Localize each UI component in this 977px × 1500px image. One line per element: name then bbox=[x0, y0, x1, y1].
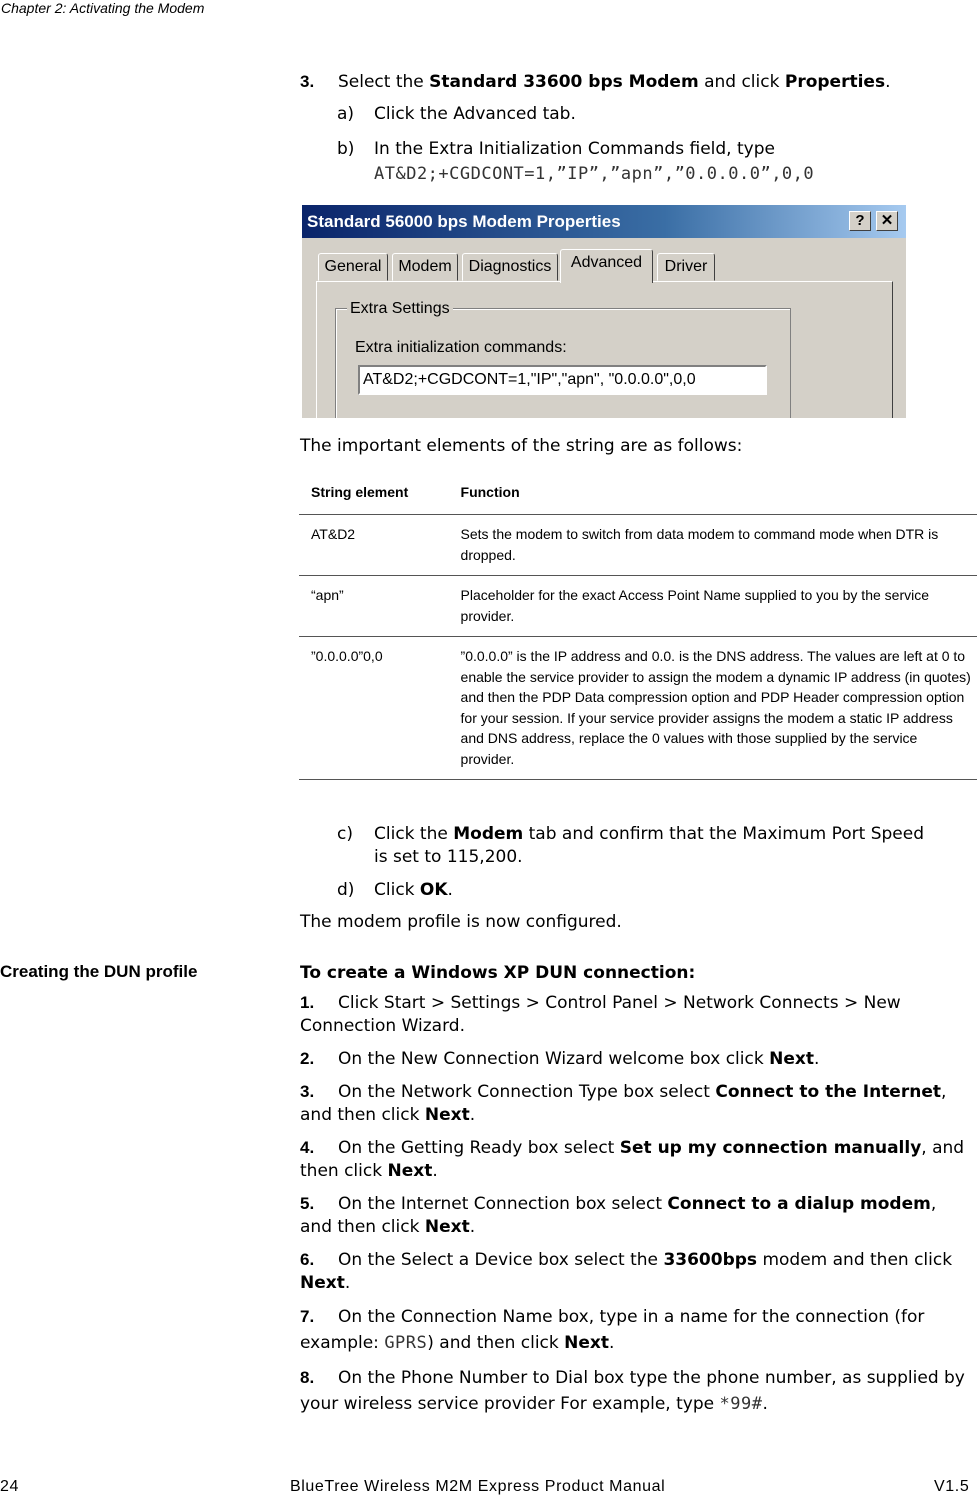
procedure-step bbox=[300, 1080, 970, 1127]
step-bold-text: Next bbox=[424, 1217, 470, 1237]
step-bold-text: Next bbox=[564, 1333, 610, 1353]
step-bold-text: 33600bps bbox=[663, 1250, 758, 1270]
dialog-titlebar bbox=[302, 205, 906, 238]
step-text: . bbox=[609, 1333, 615, 1353]
chapter-header: Chapter 2: Activating the Modem bbox=[1, 0, 205, 16]
step-text: , and then click bbox=[300, 1138, 965, 1181]
close-button[interactable]: ✕ bbox=[876, 211, 898, 231]
procedure-title: To create a Windows XP DUN connection: bbox=[300, 963, 696, 983]
step-text: ) and then click bbox=[427, 1333, 565, 1353]
step-bold-text: Next bbox=[387, 1161, 433, 1181]
element-cell: AT&D2 bbox=[299, 515, 461, 576]
step-text: . bbox=[469, 1105, 476, 1125]
footer-title: BlueTree Wireless M2M Express Product Manual bbox=[290, 1478, 666, 1495]
modem-properties-dialog bbox=[300, 204, 906, 418]
table-row bbox=[299, 576, 977, 637]
step-bold-text: Connect to a dialup modem bbox=[667, 1194, 931, 1214]
tab-advanced[interactable]: Advanced bbox=[560, 249, 653, 283]
column-header: Function bbox=[460, 484, 520, 500]
procedure-step bbox=[300, 991, 970, 1038]
element-cell: “apn” bbox=[299, 576, 461, 637]
procedure-steps bbox=[300, 991, 970, 1417]
step-text: On the New Connection Wizard welcome box click bbox=[338, 1049, 770, 1069]
step-number: 5. bbox=[300, 1194, 315, 1213]
section-heading: Creating the DUN profile bbox=[0, 962, 198, 981]
help-button[interactable]: ? bbox=[849, 211, 871, 231]
step-text: . bbox=[813, 1049, 820, 1069]
step-number: 1. bbox=[300, 993, 315, 1012]
step-code-text: *99# bbox=[719, 1394, 763, 1414]
step-number: 7. bbox=[300, 1307, 315, 1326]
table-row bbox=[299, 515, 977, 576]
table-intro: The important elements of the string are as follows: bbox=[300, 436, 743, 456]
tab-modem[interactable]: Modem bbox=[392, 253, 458, 281]
footer-version: V1.5 bbox=[934, 1478, 970, 1495]
extra-init-input[interactable]: AT&D2;+CGDCONT=1,"IP","apn", "0.0.0.0",0,0 bbox=[358, 365, 767, 395]
step-bold-text: Connect to the Internet bbox=[715, 1082, 941, 1102]
function-cell: Placeholder for the exact Access Point Name supplied to you by the service provider. bbox=[461, 576, 977, 637]
procedure-step bbox=[300, 1047, 970, 1071]
step-text: . bbox=[432, 1161, 438, 1181]
string-elements-table bbox=[299, 470, 977, 780]
substep-c: c) Click the Modem tab and confirm that the Maximum Port Speed is set to 115,200. bbox=[337, 824, 924, 867]
function-cell: Sets the modem to switch from data modem to command mode when DTR is dropped. bbox=[461, 515, 977, 576]
procedure-step bbox=[300, 1304, 970, 1356]
step-number: 6. bbox=[300, 1250, 315, 1269]
function-cell: ”0.0.0.0” is the IP address and 0.0. is the DNS address. The values are left at 0 to enable the service provider to assign the modem a dynamic IP address (in quotes) and then the PDP Data compression option and PDP Header compression option for your session. If your service provider assigns the modem a static IP address and DNS address, replace the 0 values with those supplied by the service provider. bbox=[461, 637, 977, 780]
substep-b: b) In the Extra Initialization Commands field, type bbox=[337, 139, 775, 159]
tab-general[interactable]: General bbox=[318, 253, 388, 281]
table-header-row bbox=[299, 470, 977, 515]
tab-driver[interactable]: Driver bbox=[657, 253, 715, 281]
extra-settings-label: Extra Settings bbox=[347, 300, 453, 318]
step-text: . bbox=[344, 1273, 351, 1293]
column-header: String element bbox=[311, 484, 409, 500]
step-number: 2. bbox=[300, 1049, 315, 1068]
step-code-text: GPRS bbox=[384, 1333, 428, 1353]
step-number: 8. bbox=[300, 1368, 315, 1387]
step-bold-text: Next bbox=[769, 1049, 814, 1069]
step-bold-text: Next bbox=[300, 1273, 345, 1293]
procedure-step bbox=[300, 1365, 970, 1417]
step-text: , and then click bbox=[300, 1194, 937, 1237]
step-text: , and then click bbox=[300, 1082, 947, 1125]
extra-settings-group bbox=[335, 308, 791, 418]
step-3: 3. Select the Standard 33600 bps Modem and click Properties. bbox=[300, 72, 891, 92]
step-bold-text: Next bbox=[424, 1105, 470, 1125]
step-text: On the Connection Name box, type in a name for the connection (for example: bbox=[300, 1307, 925, 1353]
substep-d: d) Click OK. bbox=[337, 880, 453, 900]
step-text: On the Getting Ready box select bbox=[338, 1138, 620, 1158]
element-cell: ”0.0.0.0”0,0 bbox=[299, 637, 461, 780]
step-text: . bbox=[762, 1394, 768, 1414]
procedure-step bbox=[300, 1192, 970, 1239]
tab-diagnostics[interactable]: Diagnostics bbox=[462, 253, 558, 281]
step-number: 4. bbox=[300, 1138, 315, 1157]
step-text: On the Internet Connection box select bbox=[338, 1194, 668, 1214]
step-text: . bbox=[469, 1217, 476, 1237]
step-text: On the Select a Device box select the bbox=[338, 1250, 664, 1270]
step-bold-text: Set up my connection manually bbox=[619, 1138, 922, 1158]
procedure-step bbox=[300, 1136, 970, 1183]
substep-a: a) Click the Advanced tab. bbox=[337, 104, 576, 124]
extra-init-label: Extra initialization commands: bbox=[355, 339, 567, 356]
init-command-code: AT&D2;+CGDCONT=1,”IP”,”apn”,”0.0.0.0”,0,0 bbox=[374, 164, 815, 184]
table-row bbox=[299, 637, 977, 780]
dialog-title: Standard 56000 bps Modem Properties bbox=[307, 212, 621, 231]
procedure-step bbox=[300, 1248, 970, 1295]
step-text: On the Phone Number to Dial box type the phone number, as supplied by your wireless service provider For example, type bbox=[300, 1368, 965, 1414]
step-text: On the Network Connection Type box select bbox=[338, 1082, 716, 1102]
step-text: Click Start > Settings > Control Panel > Network Connects > New Connection Wizard. bbox=[300, 993, 901, 1036]
page-number: 24 bbox=[0, 1478, 19, 1495]
configured-text: The modem profile is now configured. bbox=[300, 912, 622, 932]
step-text: modem and then click bbox=[757, 1250, 953, 1270]
step-number: 3. bbox=[300, 1082, 315, 1101]
